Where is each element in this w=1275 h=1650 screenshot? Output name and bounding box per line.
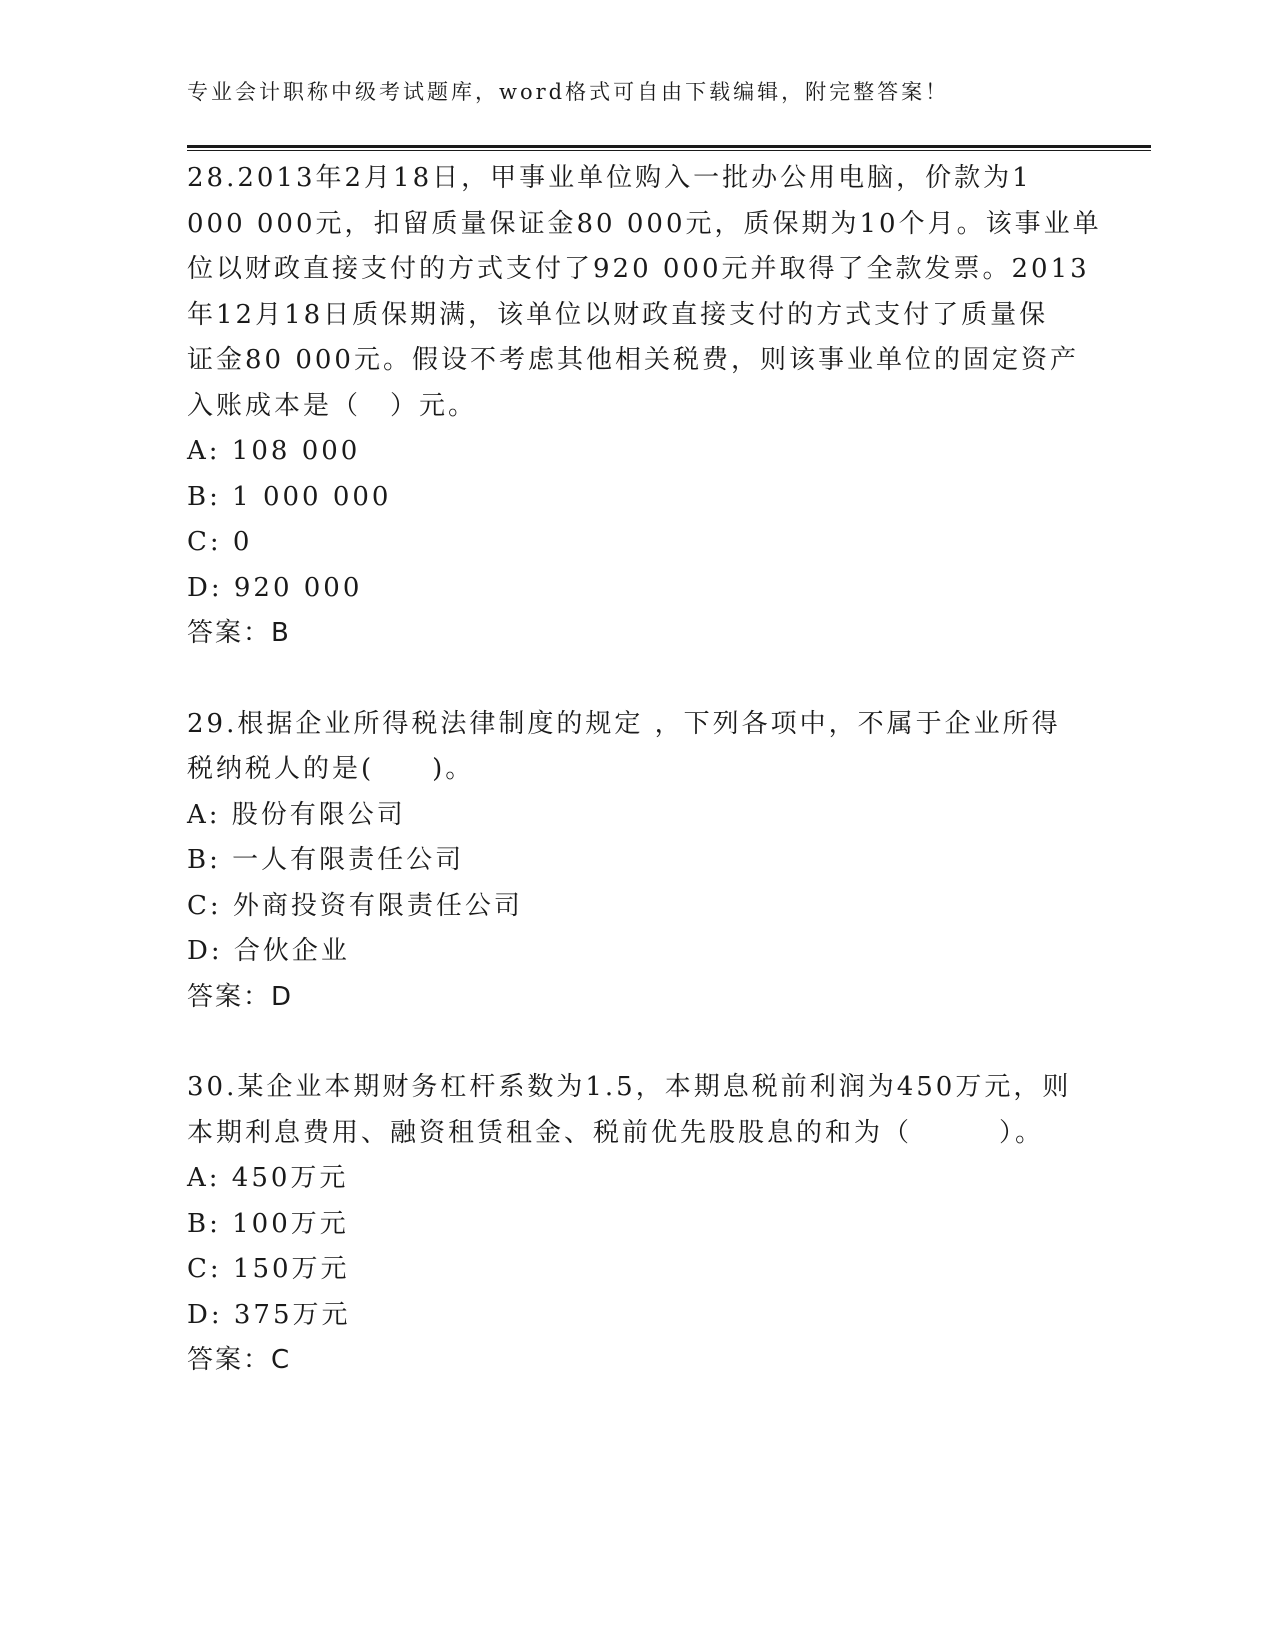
question-stem-line: 证金80 000元。假设不考虑其他相关税费，则该事业单位的固定资产 bbox=[187, 345, 1079, 375]
option-b: B: 一人有限责任公司 bbox=[187, 845, 465, 875]
question-list bbox=[187, 156, 1102, 1429]
question-28 bbox=[187, 156, 1102, 657]
answer-label: 答案：C bbox=[187, 1345, 292, 1375]
option-d: D: 合伙企业 bbox=[187, 936, 350, 966]
option-a: A: 108 000 bbox=[187, 436, 361, 466]
option-d: D: 920 000 bbox=[187, 572, 363, 603]
question-stem-line: 税纳税人的是( )。 bbox=[187, 754, 475, 784]
question-stem-line: 30.某企业本期财务杠杆系数为1.5，本期息税前利润为450万元，则 bbox=[187, 1072, 1072, 1102]
question-30 bbox=[187, 1065, 1087, 1384]
question-stem-line: 本期利息费用、融资租赁租金、税前优先股股息的和为（ ）。 bbox=[187, 1117, 1045, 1148]
option-b: B: 100万元 bbox=[187, 1208, 349, 1239]
option-b: B: 1 000 000 bbox=[187, 481, 392, 512]
question-stem-line: 年12月18日质保期满，该单位以财政直接支付的方式支付了质量保 bbox=[187, 299, 1049, 330]
option-a: A: 股份有限公司 bbox=[187, 799, 406, 830]
question-stem-line: 入账成本是（ ）元。 bbox=[187, 390, 478, 421]
header-rule bbox=[187, 145, 1151, 151]
answer-label: 答案：D bbox=[187, 981, 294, 1012]
header-rule-thin bbox=[187, 150, 1151, 151]
question-stem-line: 位以财政直接支付的方式支付了920 000元并取得了全款发票。2013 bbox=[187, 254, 1090, 284]
option-d: D: 375万元 bbox=[187, 1299, 351, 1330]
option-c: C: 150万元 bbox=[187, 1254, 350, 1284]
question-stem-line: 000 000元，扣留质量保证金80 000元，质保期为10个月。该事业单 bbox=[187, 208, 1102, 239]
option-c: C: 外商投资有限责任公司 bbox=[187, 890, 523, 921]
option-c: C: 0 bbox=[187, 527, 253, 557]
header-rule-thick bbox=[187, 145, 1151, 148]
question-stem-line: 29.根据企业所得税法律制度的规定 ，下列各项中，不属于企业所得 bbox=[187, 708, 1061, 739]
question-stem-line: 28.2013年2月18日，甲事业单位购入一批办公用电脑，价款为1 bbox=[187, 163, 1032, 193]
answer-label: 答案：B bbox=[187, 618, 291, 648]
option-a: A: 450万元 bbox=[187, 1163, 349, 1193]
question-29 bbox=[187, 702, 1087, 1021]
page-header: 专业会计职称中级考试题库，word格式可自由下载编辑，附完整答案！ bbox=[187, 80, 950, 104]
